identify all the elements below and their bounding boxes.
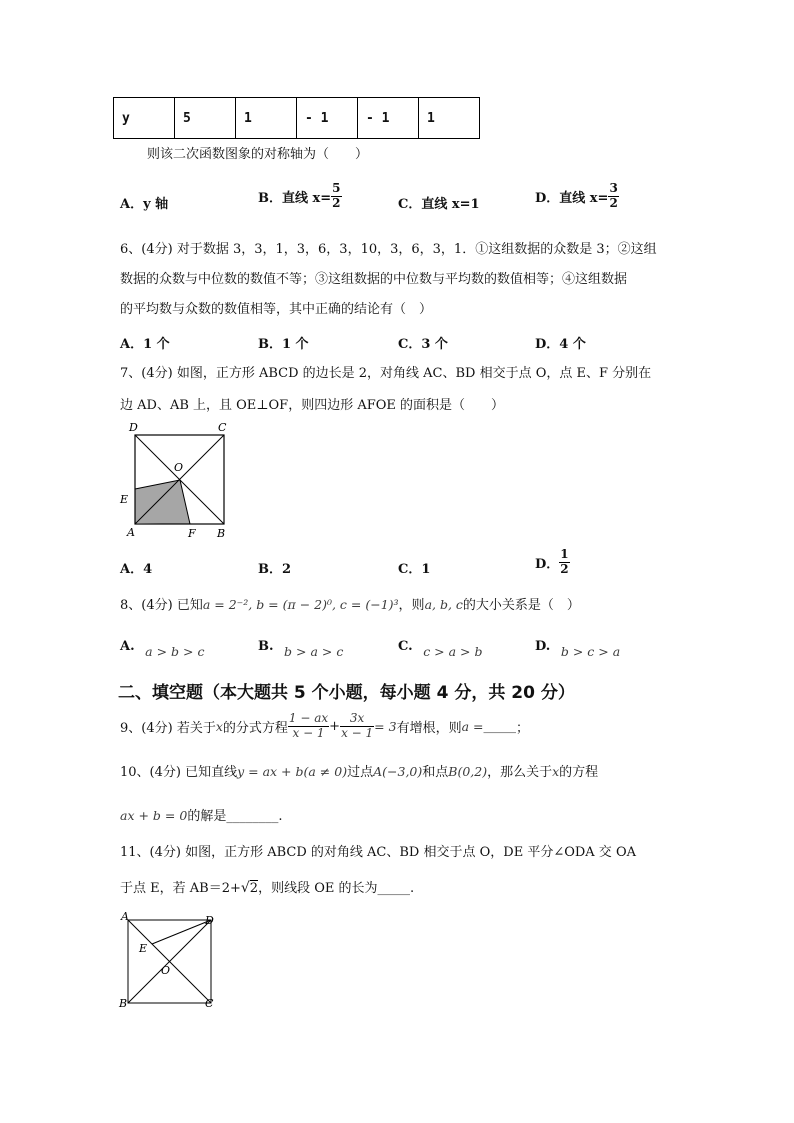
label-a: A (127, 526, 135, 539)
numerator: 3 (609, 181, 618, 195)
table-cell: 1 (419, 98, 480, 139)
stem-text: 过点 (347, 765, 374, 780)
option-math: b > a > c (284, 644, 344, 659)
fraction (331, 182, 341, 211)
q7-option-d (535, 548, 570, 577)
numerator: 5 (332, 181, 341, 195)
stem-text: 9、(4分) 若关于 (120, 720, 216, 736)
label-b: B (119, 997, 128, 1010)
denominator: 2 (332, 195, 341, 210)
table-cell: 5 (175, 98, 236, 139)
option-text: D． (535, 556, 560, 572)
q6-line3: 的平均数与众数的数值相等，其中正确的结论有（ ） (120, 302, 433, 317)
label-f: F (188, 527, 196, 540)
option-label: C. (398, 639, 413, 654)
answer-blank: _____ (483, 718, 516, 734)
operator: + (329, 718, 341, 734)
table-row (114, 98, 480, 139)
q8-option-a (120, 638, 205, 659)
q8-option-d (535, 638, 621, 659)
label-e: E (139, 942, 148, 955)
q6-option-c: C．3 个 (398, 337, 448, 352)
fraction (559, 548, 569, 577)
option-text: B．直线 x= (258, 190, 332, 206)
q7-option-c: C．1 (398, 562, 431, 577)
math-expression: ax + b = 0 (120, 808, 188, 823)
stem-text: 的大小关系是（ ） (462, 598, 580, 613)
math-expression: y = ax + b(a ≠ 0) (237, 764, 348, 779)
label-c: C (218, 421, 227, 434)
q11-line2 (120, 878, 414, 899)
stem-text: ，则 (398, 598, 425, 613)
stem-text: 10、(4分) 已知直线 (120, 765, 238, 780)
math-variables: a, b, c (424, 597, 463, 612)
q6-option-b: B．1 个 (258, 337, 309, 352)
label-d: D (129, 421, 138, 434)
stem-text: ，那么关于 (487, 765, 553, 780)
label-c: C (205, 997, 214, 1010)
fraction (340, 712, 374, 741)
q5-option-a: A．y 轴 (120, 197, 169, 212)
fraction (288, 712, 329, 741)
stem-text: 的方程 (559, 765, 599, 780)
q8-stem (120, 595, 580, 616)
math-expression: a = 2⁻², b = (π − 2)⁰, c = (−1)³ (202, 597, 399, 612)
numerator: 3x (340, 712, 374, 727)
value-table (113, 97, 480, 139)
math-variable: x (215, 718, 223, 734)
table-cell: - 1 (297, 98, 358, 139)
q5-option-b (258, 182, 342, 211)
q7-option-b: B．2 (258, 562, 292, 577)
label-e: E (120, 493, 129, 506)
option-text: D．直线 x= (535, 190, 609, 206)
denominator: 2 (560, 561, 569, 576)
math-expression: B(0,2) (448, 764, 488, 779)
q5-option-d (535, 182, 619, 211)
q6-option-a: A．1 个 (120, 337, 170, 352)
label-o: O (161, 964, 171, 977)
table-cell: y (114, 98, 175, 139)
q11-square-figure (115, 910, 225, 1010)
math-expression: A(−3,0) (373, 764, 423, 779)
q7-square-figure (115, 418, 240, 544)
table-cell: 1 (236, 98, 297, 139)
q8-option-b (258, 638, 344, 659)
q7-line2: 边 AD、AB 上，且 OE⊥OF，则四边形 AFOE 的面积是（ ） (120, 398, 505, 413)
stem-text: 有增根，则 (396, 720, 462, 736)
stem-text: 和点 (422, 765, 449, 780)
q6-option-d: D．4 个 (535, 337, 586, 352)
q9-stem (120, 712, 529, 741)
option-label: A. (120, 639, 135, 654)
q10-stem-line2 (120, 806, 282, 827)
denominator: x − 1 (341, 725, 374, 740)
denominator: x − 1 (292, 725, 325, 740)
stem-text: ； (515, 720, 529, 736)
sqrt-radicand: 2 (249, 881, 259, 896)
table-cell: - 1 (358, 98, 419, 139)
option-math: c > a > b (423, 644, 483, 659)
stem-text: ，则线段 OE 的长为_____. (258, 881, 415, 896)
stem-text: 8、(4分) 已知 (120, 598, 203, 613)
q8-option-c (398, 638, 483, 659)
segment-de (152, 920, 211, 944)
numerator: 1 (560, 547, 569, 561)
math-expression: = 3 (374, 718, 397, 734)
q6-line2: 数据的众数与中位数的数值不等；③这组数据的中位数与平均数的数值相等；④这组数据 (120, 272, 628, 287)
option-math: b > c > a (560, 644, 621, 659)
q11-line1: 11、(4分) 如图，正方形 ABCD 的对角线 AC、BD 相交于点 O，DE 平分∠ODA 交 OA (120, 845, 636, 860)
q6-line1: 6、(4分) 对于数据 3，3，1，3，6，3，10，3，6，3，1．①这组数据的众数是 3；②这组 (120, 242, 657, 257)
fraction (608, 182, 618, 211)
section-heading: 二、填空题（本大题共 5 个小题，每小题 4 分，共 20 分） (118, 683, 575, 703)
q5-stem: 则该二次函数图象的对称轴为（ ） (147, 147, 369, 162)
stem-text: 的解是________. (187, 809, 283, 824)
label-a: A (121, 910, 129, 923)
q5-option-c: C．直线 x=1 (398, 197, 480, 212)
math-variable: x (552, 764, 560, 779)
q7-option-a: A．4 (120, 562, 153, 577)
math-expression: a = (461, 718, 484, 734)
option-label: B. (258, 639, 274, 654)
q7-line1: 7、(4分) 如图，正方形 ABCD 的边长是 2，对角线 AC、BD 相交于点 O，点 E、F 分别在 (120, 366, 652, 381)
stem-text: 的分式方程 (222, 720, 288, 736)
q10-stem (120, 762, 598, 783)
stem-text: 于点 E，若 AB＝2+ (120, 881, 241, 896)
option-label: D. (535, 639, 551, 654)
numerator: 1 − ax (288, 711, 329, 725)
label-o: O (174, 461, 184, 474)
sqrt-sign: √ (240, 880, 250, 896)
label-d: D (205, 914, 214, 927)
label-b: B (217, 527, 226, 540)
denominator: 2 (609, 195, 618, 210)
option-math: a > b > c (145, 644, 205, 659)
